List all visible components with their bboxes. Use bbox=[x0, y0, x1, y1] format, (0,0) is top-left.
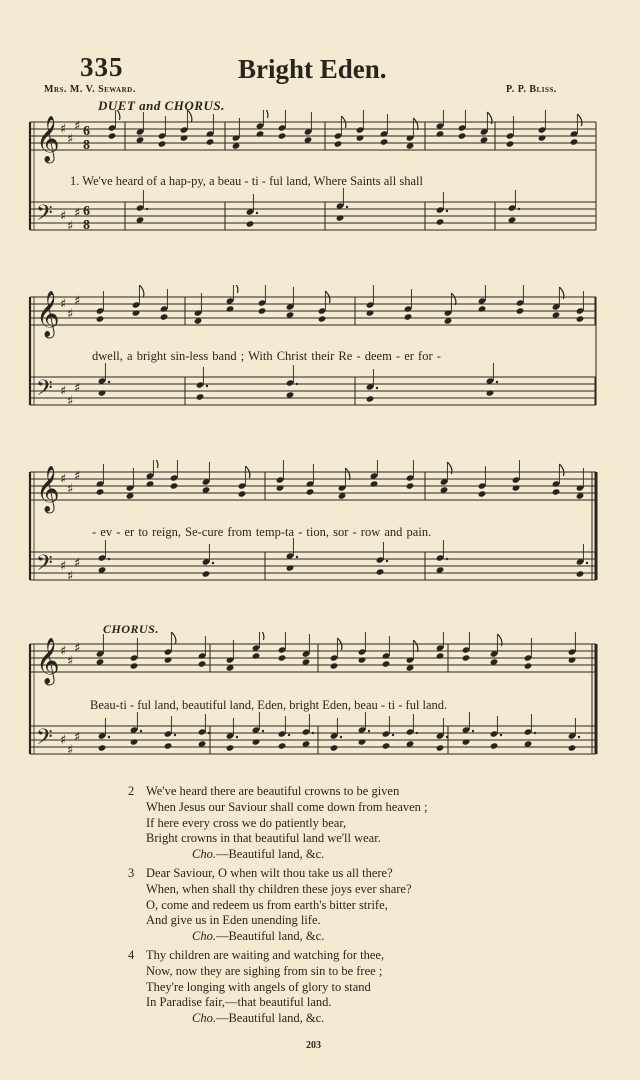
sharp-icon: ♯ bbox=[74, 556, 81, 571]
dot bbox=[312, 732, 314, 734]
dot bbox=[392, 734, 394, 736]
dot bbox=[416, 732, 418, 734]
dot bbox=[208, 732, 210, 734]
note-head bbox=[258, 307, 267, 314]
dot bbox=[288, 734, 290, 736]
note-head bbox=[506, 140, 515, 147]
note-head bbox=[436, 744, 445, 751]
note-head bbox=[366, 395, 375, 402]
dot bbox=[108, 558, 110, 560]
note-head bbox=[180, 134, 189, 141]
note-head bbox=[516, 307, 525, 314]
verse-line: O, come and redeem us from earth's bitter strife, bbox=[146, 897, 388, 912]
dot bbox=[206, 385, 208, 387]
note-head bbox=[306, 488, 315, 495]
note-flag bbox=[259, 632, 264, 640]
note-head bbox=[376, 568, 385, 575]
sharp-icon: ♯ bbox=[67, 743, 74, 758]
verse-line: Bright crowns in that beautiful land we'll wear. bbox=[146, 831, 381, 846]
dot bbox=[340, 736, 342, 738]
verse-4 bbox=[128, 948, 428, 1027]
note-flag bbox=[577, 114, 582, 126]
note-head bbox=[568, 744, 577, 751]
note-head bbox=[226, 305, 235, 312]
sharp-icon: ♯ bbox=[67, 482, 74, 497]
note-head bbox=[334, 140, 343, 147]
note-head bbox=[278, 132, 287, 139]
note-head bbox=[252, 652, 261, 659]
treble-clef-icon: 𝄞 bbox=[36, 291, 60, 337]
treble-staff bbox=[30, 297, 596, 325]
sharp-icon: ♯ bbox=[67, 132, 74, 147]
chorus-label: Cho. bbox=[192, 1011, 216, 1026]
note-head bbox=[246, 220, 255, 227]
verse-number: 2 bbox=[128, 784, 135, 798]
sharp-icon: ♯ bbox=[60, 384, 67, 399]
sharp-icon: ♯ bbox=[60, 472, 67, 487]
lyric-line-3: - ev - er to reign, Se-cure from temp-ta - tion, sor - row and pain. bbox=[92, 525, 432, 539]
time-signature-denominator: 8 bbox=[83, 138, 90, 153]
note-head bbox=[436, 652, 445, 659]
dot bbox=[212, 562, 214, 564]
note-head bbox=[512, 484, 521, 491]
chorus-text: —Beautiful land, &c. bbox=[215, 1011, 325, 1026]
chorus-reference bbox=[192, 1011, 428, 1027]
sharp-icon: ♯ bbox=[60, 122, 67, 137]
sharp-icon: ♯ bbox=[60, 209, 67, 224]
dot bbox=[518, 208, 520, 210]
composer-credit: P. P. Bliss. bbox=[506, 84, 557, 95]
note-head bbox=[130, 662, 139, 669]
dot bbox=[446, 210, 448, 212]
note-head bbox=[436, 218, 445, 225]
verse-number: 3 bbox=[128, 865, 135, 880]
page-number: 203 bbox=[306, 1040, 321, 1051]
sharp-icon: ♯ bbox=[74, 469, 81, 484]
bass-clef-icon: 𝄢 bbox=[36, 201, 53, 231]
note-head bbox=[538, 134, 547, 141]
sharp-icon: ♯ bbox=[67, 307, 74, 322]
dot bbox=[496, 381, 498, 383]
dot bbox=[296, 383, 298, 385]
note-head bbox=[96, 488, 105, 495]
treble-clef-icon: 𝄞 bbox=[36, 466, 60, 512]
lyric-line-4: Beau-ti - ful land, beautiful land, Eden, bright Eden, beau - ti - ful land. bbox=[90, 698, 448, 712]
sharp-icon: ♯ bbox=[60, 297, 67, 312]
note-head bbox=[462, 654, 471, 661]
note-head bbox=[490, 742, 499, 749]
note-head bbox=[462, 738, 471, 745]
dot bbox=[262, 730, 264, 732]
dot bbox=[236, 736, 238, 738]
verse-line: When Jesus our Saviour shall come down from heaven ; bbox=[146, 799, 428, 814]
dot bbox=[446, 558, 448, 560]
dot bbox=[472, 730, 474, 732]
dot bbox=[534, 732, 536, 734]
hymn-title: Bright Eden. bbox=[238, 54, 387, 84]
bass-staff bbox=[30, 552, 596, 580]
note-head bbox=[198, 660, 207, 667]
note-head bbox=[336, 214, 345, 221]
note-head bbox=[252, 738, 261, 745]
note-head bbox=[436, 130, 445, 137]
note-flag bbox=[233, 285, 238, 293]
chorus-reference bbox=[192, 847, 428, 863]
note-head bbox=[370, 480, 379, 487]
note-head bbox=[164, 656, 173, 663]
note-head bbox=[318, 315, 327, 322]
note-flag bbox=[171, 632, 176, 644]
note-head bbox=[330, 744, 339, 751]
treble-clef-icon: 𝄞 bbox=[36, 116, 60, 162]
note-head bbox=[130, 738, 139, 745]
lyric-line-2: dwell, a bright sin-less band ; With Christ their Re - deem - er for - bbox=[92, 349, 441, 363]
sharp-icon: ♯ bbox=[60, 733, 67, 748]
note-head bbox=[458, 132, 467, 139]
note-head bbox=[366, 309, 375, 316]
note-head bbox=[552, 488, 561, 495]
sharp-icon: ♯ bbox=[67, 219, 74, 234]
verse-line: If here every cross we do patiently bear, bbox=[146, 815, 347, 830]
dot bbox=[146, 208, 148, 210]
verse-line: And give us in Eden unending life. bbox=[146, 913, 321, 928]
note-head bbox=[380, 138, 389, 145]
bass-clef-icon: 𝄢 bbox=[36, 725, 53, 755]
note-head bbox=[382, 742, 391, 749]
note-head bbox=[146, 480, 155, 487]
time-signature-numerator: 6 bbox=[83, 124, 90, 139]
note-head bbox=[382, 660, 391, 667]
note-head bbox=[256, 130, 265, 137]
dot bbox=[586, 562, 588, 564]
treble-clef-icon: 𝄞 bbox=[36, 638, 60, 684]
note-flag bbox=[115, 110, 120, 120]
dot bbox=[140, 730, 142, 732]
note-head bbox=[202, 570, 211, 577]
note-head bbox=[486, 389, 495, 396]
note-head bbox=[226, 744, 235, 751]
sharp-icon: ♯ bbox=[74, 730, 81, 745]
verse-2 bbox=[128, 784, 428, 863]
note-head bbox=[170, 482, 179, 489]
note-head bbox=[286, 564, 295, 571]
note-head bbox=[358, 738, 367, 745]
dot bbox=[368, 730, 370, 732]
note-head bbox=[160, 313, 169, 320]
chorus-label: Cho. bbox=[192, 929, 216, 944]
note-flag bbox=[559, 464, 564, 476]
verse-line: They're longing with angels of glory to stand bbox=[146, 979, 371, 994]
treble-staff bbox=[30, 644, 596, 672]
note-head bbox=[356, 134, 365, 141]
chorus-text: —Beautiful land, &c. bbox=[215, 847, 325, 862]
verse-line: Thy children are waiting and watching for thee, bbox=[146, 947, 385, 962]
note-head bbox=[278, 654, 287, 661]
note-flag bbox=[345, 468, 350, 480]
note-flag bbox=[451, 293, 456, 305]
sharp-icon: ♯ bbox=[74, 641, 81, 656]
note-head bbox=[196, 393, 205, 400]
sharp-icon: ♯ bbox=[67, 654, 74, 669]
bass-staff bbox=[30, 726, 596, 754]
dot bbox=[108, 736, 110, 738]
note-head bbox=[524, 662, 533, 669]
note-flag bbox=[153, 460, 158, 468]
dot bbox=[446, 736, 448, 738]
note-head bbox=[206, 138, 215, 145]
verse-number: 4 bbox=[128, 947, 135, 962]
verses-block bbox=[128, 784, 428, 1030]
sharp-icon: ♯ bbox=[74, 119, 81, 134]
note-head bbox=[108, 132, 117, 139]
verse-line: In Paradise fair,—that beautiful land. bbox=[146, 995, 332, 1010]
note-flag bbox=[413, 640, 418, 652]
note-head bbox=[278, 742, 287, 749]
note-head bbox=[98, 744, 107, 751]
dot bbox=[386, 560, 388, 562]
note-head bbox=[238, 490, 247, 497]
note-head bbox=[98, 389, 107, 396]
note-head bbox=[568, 656, 577, 663]
lyric-line-1: 1. We've heard of a hap-py, a beau - ti - ful land, Where Saints all shall bbox=[70, 174, 423, 188]
hymn-number: 335 bbox=[80, 52, 124, 82]
note-head bbox=[576, 315, 585, 322]
note-head bbox=[330, 662, 339, 669]
chorus-mark: CHORUS. bbox=[103, 622, 159, 636]
note-head bbox=[406, 482, 415, 489]
sharp-icon: ♯ bbox=[67, 569, 74, 584]
note-head bbox=[358, 656, 367, 663]
note-head bbox=[132, 309, 141, 316]
verse-line: When, when shall thy children these joys ever share? bbox=[146, 881, 412, 896]
note-flag bbox=[187, 110, 192, 122]
sharp-icon: ♯ bbox=[74, 381, 81, 396]
dot bbox=[296, 556, 298, 558]
dot bbox=[500, 734, 502, 736]
note-head bbox=[164, 742, 173, 749]
sharp-icon: ♯ bbox=[60, 644, 67, 659]
note-head bbox=[404, 313, 413, 320]
note-flag bbox=[263, 110, 268, 118]
sharp-icon: ♯ bbox=[60, 559, 67, 574]
bass-clef-icon: 𝄢 bbox=[36, 376, 53, 406]
sharp-icon: ♯ bbox=[67, 394, 74, 409]
note-flag bbox=[413, 118, 418, 130]
note-head bbox=[96, 315, 105, 322]
note-head bbox=[158, 140, 167, 147]
dot bbox=[346, 206, 348, 208]
chorus-text: —Beautiful land, &c. bbox=[215, 929, 325, 944]
dot bbox=[578, 736, 580, 738]
chorus-reference bbox=[192, 929, 428, 945]
time-signature-numerator: 6 bbox=[83, 204, 90, 219]
chorus-label: Cho. bbox=[192, 847, 216, 862]
verse-line: Dear Saviour, O when wilt thou take us all there? bbox=[146, 865, 393, 880]
note-head bbox=[576, 570, 585, 577]
bass-clef-icon: 𝄢 bbox=[36, 551, 53, 581]
note-flag bbox=[139, 285, 144, 297]
bass-staff bbox=[30, 377, 596, 405]
verse-3 bbox=[128, 866, 428, 945]
dot bbox=[376, 387, 378, 389]
dot bbox=[174, 734, 176, 736]
note-head bbox=[570, 138, 579, 145]
note-head bbox=[478, 490, 487, 497]
dot bbox=[108, 381, 110, 383]
duet-chorus-mark: DUET and CHORUS. bbox=[98, 98, 225, 113]
note-head bbox=[478, 305, 487, 312]
sharp-icon: ♯ bbox=[74, 206, 81, 221]
verse-line: We've heard there are beautiful crowns to be given bbox=[146, 784, 400, 798]
author-credit: Mrs. M. V. Seward. bbox=[44, 84, 136, 95]
verse-line: Now, now they are sighing from sin to be free ; bbox=[146, 963, 383, 978]
dot bbox=[256, 212, 258, 214]
sharp-icon: ♯ bbox=[74, 294, 81, 309]
note-head bbox=[276, 484, 285, 491]
time-signature-denominator: 8 bbox=[83, 218, 90, 233]
